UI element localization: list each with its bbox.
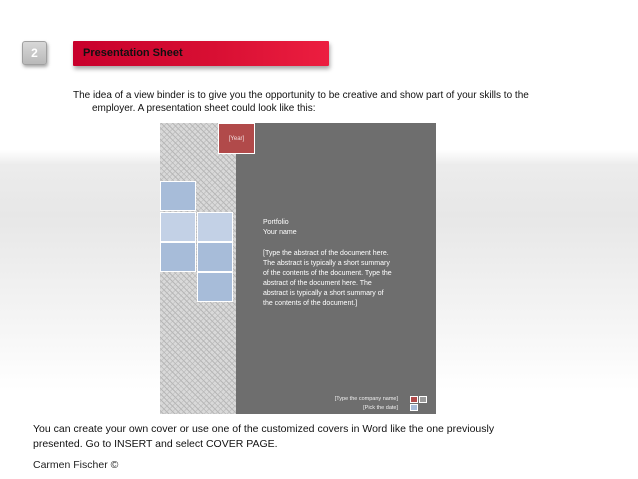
cover-mini-accent-square — [410, 396, 418, 403]
cover-blue-tile — [197, 212, 233, 242]
cover-date: [Pick the date] — [363, 405, 398, 411]
cover-blue-tile — [160, 181, 196, 211]
slide-title-bar: Presentation Sheet — [73, 41, 329, 66]
cover-company-name: [Type the company name] — [334, 396, 398, 402]
footer-author: Carmen Fischer © — [33, 459, 119, 471]
cover-blue-tile — [197, 242, 233, 272]
instruction-line-1: You can create your own cover or use one of the customized covers in Word like the one previously — [33, 423, 495, 435]
instruction-line-2: presented. Go to INSERT and select COVER PAGE. — [33, 438, 278, 450]
slide-number-badge: 2 — [22, 41, 47, 65]
cover-abstract-line: the contents of the document.] — [263, 300, 358, 307]
cover-text-block — [263, 218, 423, 309]
cover-abstract-line: of the contents of the document. Type the — [263, 270, 392, 277]
cover-abstract-line: abstract is typically a short summary of — [263, 290, 384, 297]
cover-mini-square — [419, 396, 427, 403]
cover-company-block — [310, 395, 398, 413]
cover-abstract-line: The abstract is typically a short summary — [263, 260, 390, 267]
intro-paragraph — [73, 89, 593, 115]
cover-mini-square — [410, 404, 418, 411]
cover-title: Portfolio — [263, 219, 289, 226]
intro-line-2: employer. A presentation sheet could look like this: — [92, 103, 316, 114]
cover-year-box: [Year] — [218, 123, 255, 154]
cover-blue-tile — [197, 272, 233, 302]
cover-abstract-line: abstract of the document here. The — [263, 280, 372, 287]
instruction-paragraph — [33, 422, 603, 452]
cover-author-name: Your name — [263, 229, 297, 236]
cover-blue-tile — [160, 242, 196, 272]
cover-page-preview — [160, 123, 436, 414]
cover-blue-tile — [160, 212, 196, 242]
intro-line-1: The idea of a view binder is to give you the opportunity to be creative and show part of your skills to the — [73, 90, 529, 101]
cover-abstract-line: [Type the abstract of the document here. — [263, 250, 389, 257]
